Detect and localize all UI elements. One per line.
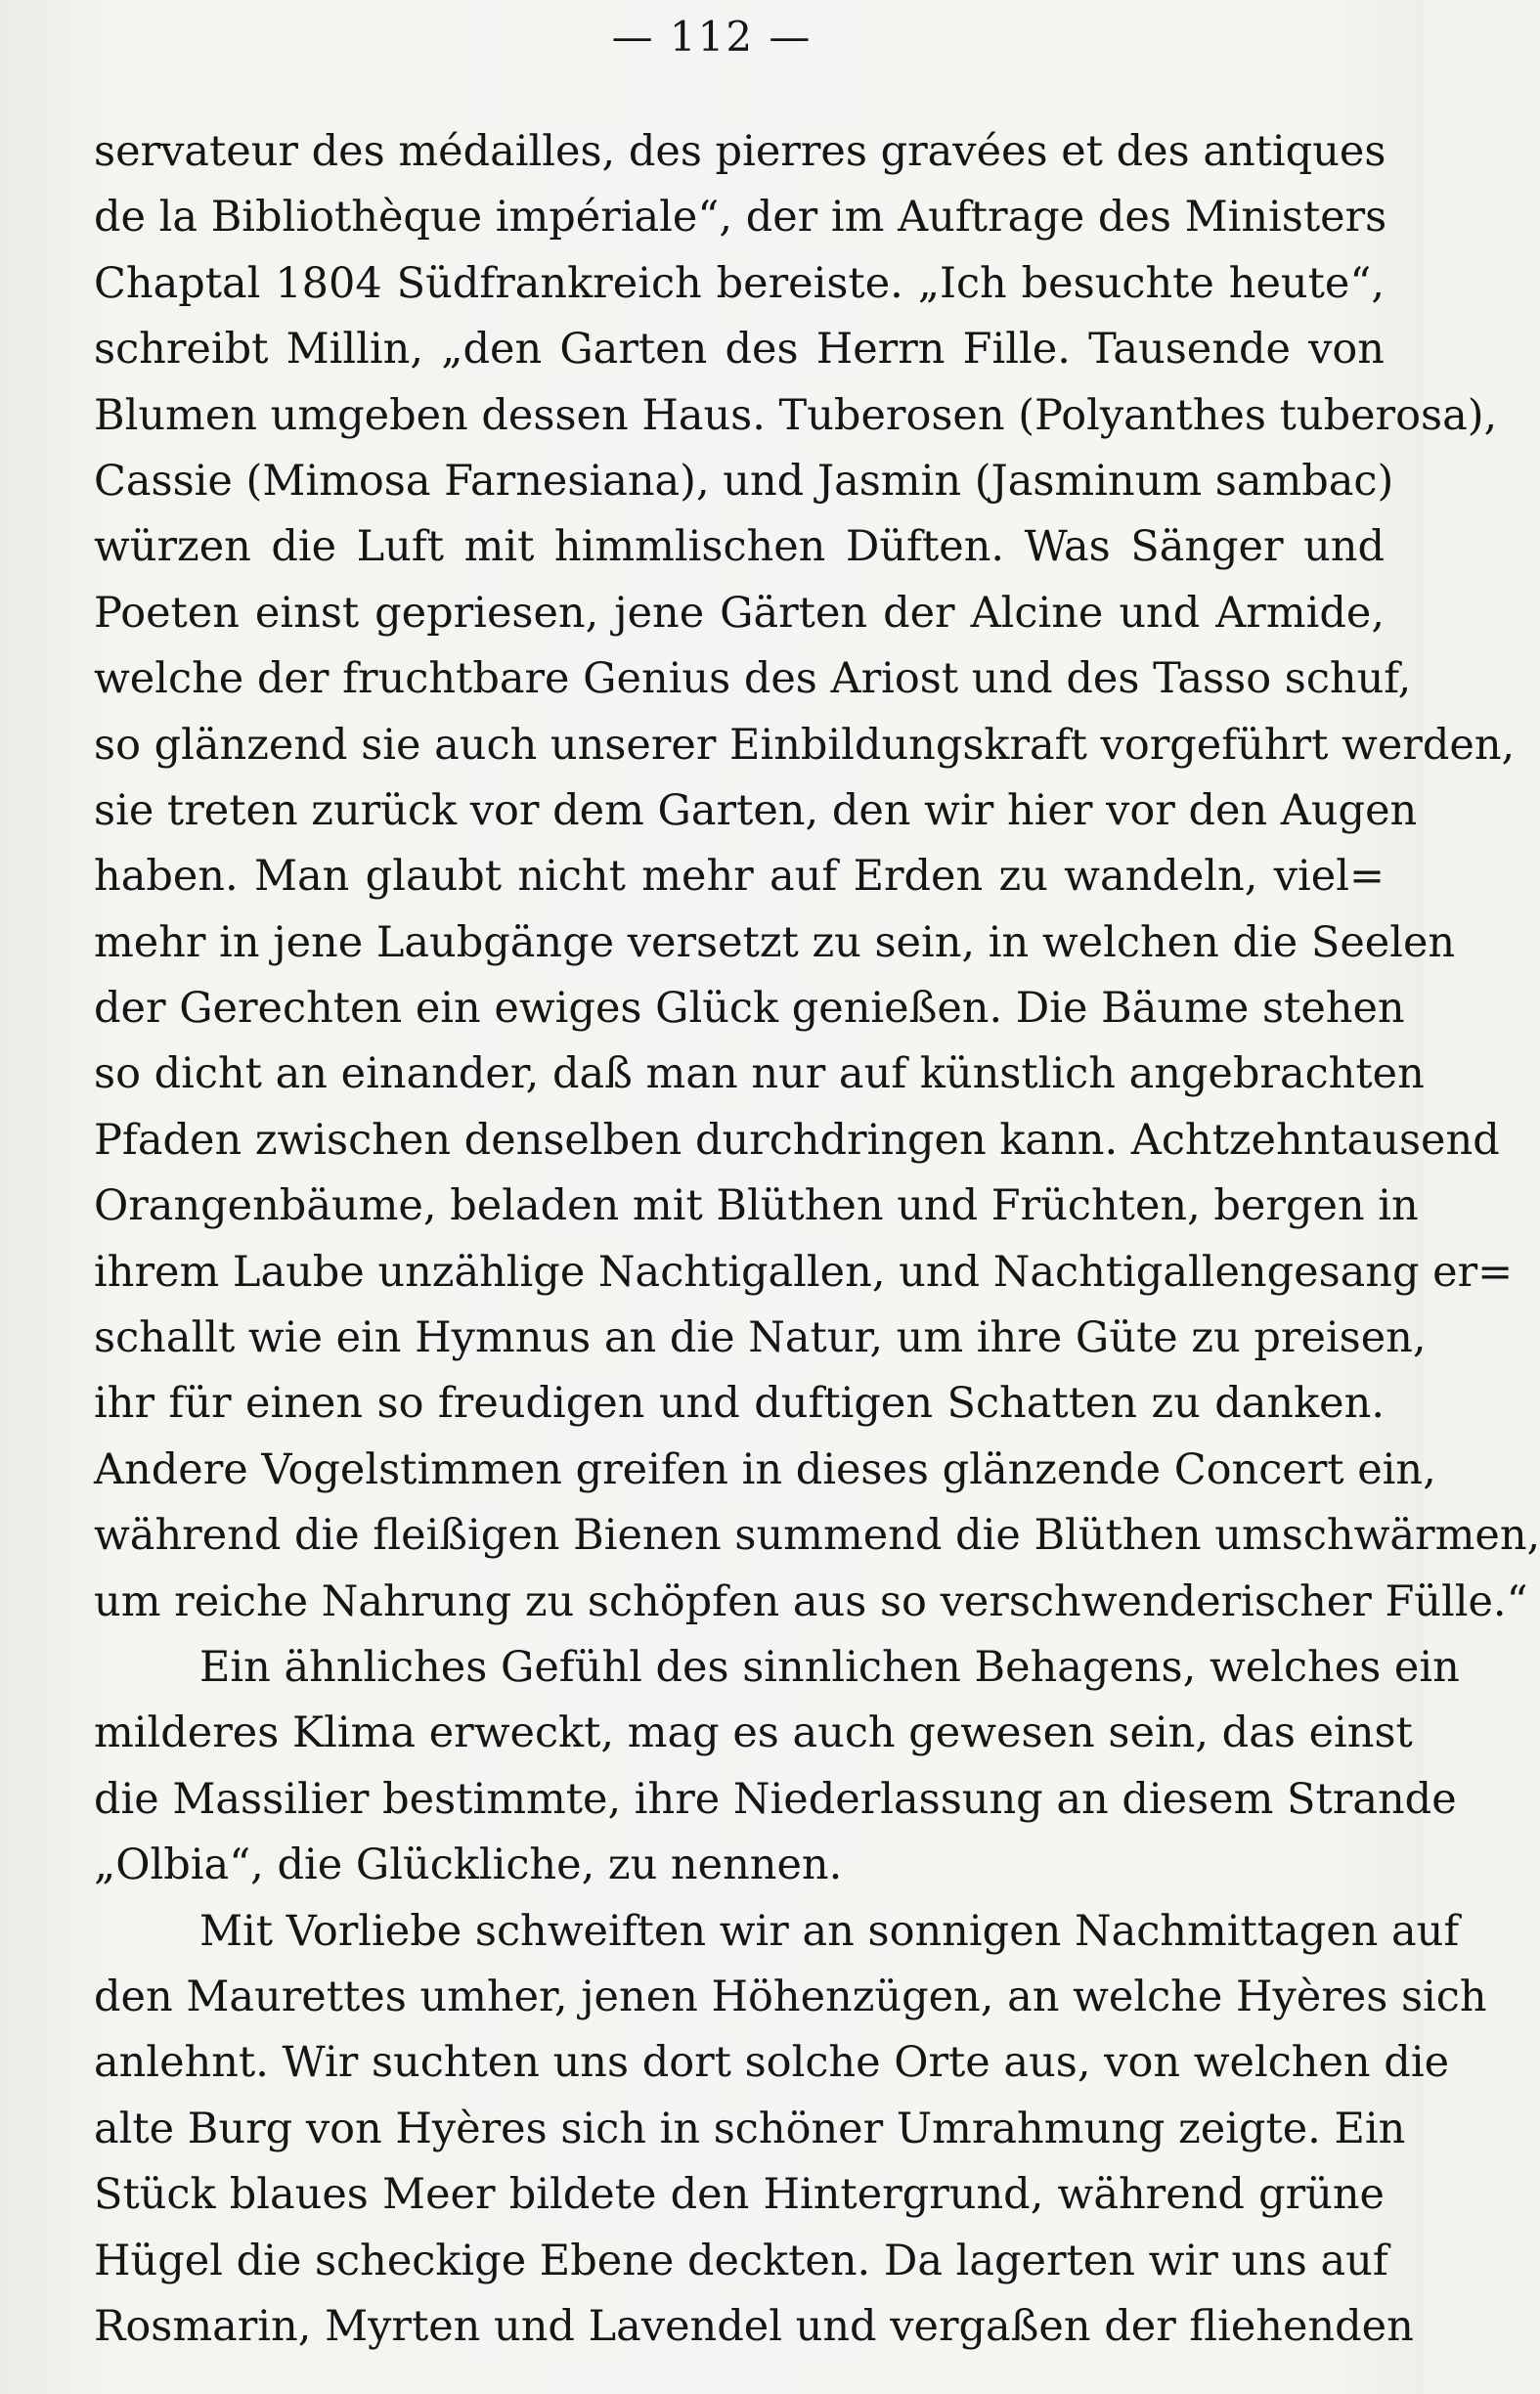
text-line: während die fleißigen Bienen summend die Blüthen umschwärmen, (94, 1511, 1540, 1561)
body-text (94, 119, 1540, 2360)
text-line: der Gerechten ein ewiges Glück genießen. Die Bäume stehen (94, 984, 1405, 1034)
text-line: Andere Vogelstimmen greifen in dieses glänzende Concert ein, (94, 1444, 1436, 1494)
text-line: alte Burg von Hyères sich in schöner Umrahmung zeigte. Ein (94, 2104, 1406, 2153)
text-line: würzen die Luft mit himmlischen Düften. Was Sänger und (94, 522, 1385, 572)
text-line: den Maurettes umher, jenen Höhenzügen, an welche Hyères sich (94, 1972, 1487, 2021)
text-line: so glänzend sie auch unserer Einbildungskraft vorgeführt werden, (94, 720, 1516, 770)
text-line: Orangenbäume, beladen mit Blüthen und Früchten, bergen in (94, 1181, 1419, 1231)
text-line: schallt wie ein Hymnus an die Natur, um ihre Güte zu preisen, (94, 1313, 1427, 1363)
text-line: sie treten zurück vor dem Garten, den wir hier vor den Augen (94, 785, 1418, 835)
text-line: um reiche Nahrung zu schöpfen aus so verschwenderischer Fülle.“ (94, 1576, 1528, 1626)
text-line: die Massilier bestimmte, ihre Niederlassung an diesem Strande (94, 1774, 1457, 1824)
text-line: welche der fruchtbare Genius des Ariost und des Tasso schuf, (94, 654, 1412, 704)
text-line: Stück blaues Meer bildete den Hintergrund, während grüne (94, 2170, 1385, 2220)
text-line: Ein ähnliches Gefühl des sinnlichen Behagens, welches ein (199, 1642, 1460, 1692)
text-line: milderes Klima erweckt, mag es auch gewesen sein, das einst (94, 1708, 1413, 1758)
text-line: Rosmarin, Myrten und Lavendel und vergaßen der fliehenden (94, 2301, 1414, 2351)
text-line: schreibt Millin, „den Garten des Herrn Fille. Tausende von (94, 325, 1385, 375)
text-line: de la Bibliothèque impériale“, der im Auftrage des Ministers (94, 193, 1387, 243)
text-line: ihrem Laube unzählige Nachtigallen, und Nachtigallengesang er= (94, 1247, 1514, 1297)
text-line: Poeten einst gepriesen, jene Gärten der Alcine und Armide, (94, 588, 1385, 638)
text-line: Blumen umgeben dessen Haus. Tuberosen (Polyanthes tuberosa), (94, 390, 1498, 440)
text-line: Mit Vorliebe schweiften wir an sonnigen Nachmittagen auf (199, 1906, 1460, 1956)
text-line: haben. Man glaubt nicht mehr auf Erden zu wandeln, viel= (94, 852, 1385, 902)
text-line: so dicht an einander, daß man nur auf künstlich angebrachten (94, 1049, 1425, 1099)
text-line: anlehnt. Wir suchten uns dort solche Orte aus, von welchen die (94, 2038, 1450, 2088)
text-line: ihr für einen so freudigen und duftigen Schatten zu danken. (94, 1379, 1385, 1429)
page-number: — 112 — (611, 13, 813, 61)
text-line: Hügel die scheckige Ebene deckten. Da lagerten wir uns auf (94, 2236, 1388, 2285)
text-line: Pfaden zwischen denselben durchdringen kann. Achtzehntausend (94, 1115, 1500, 1165)
text-line: servateur des médailles, des pierres gravées et des antiques (94, 127, 1386, 176)
text-line: mehr in jene Laubgänge versetzt zu sein, in welchen die Seelen (94, 917, 1456, 967)
text-line: Chaptal 1804 Südfrankreich bereiste. „Ich besuchte heute“, (94, 258, 1385, 308)
text-line: Cassie (Mimosa Farnesiana), und Jasmin (Jasminum sambac) (94, 456, 1394, 506)
text-line: „Olbia“, die Glückliche, zu nennen. (94, 1840, 843, 1890)
